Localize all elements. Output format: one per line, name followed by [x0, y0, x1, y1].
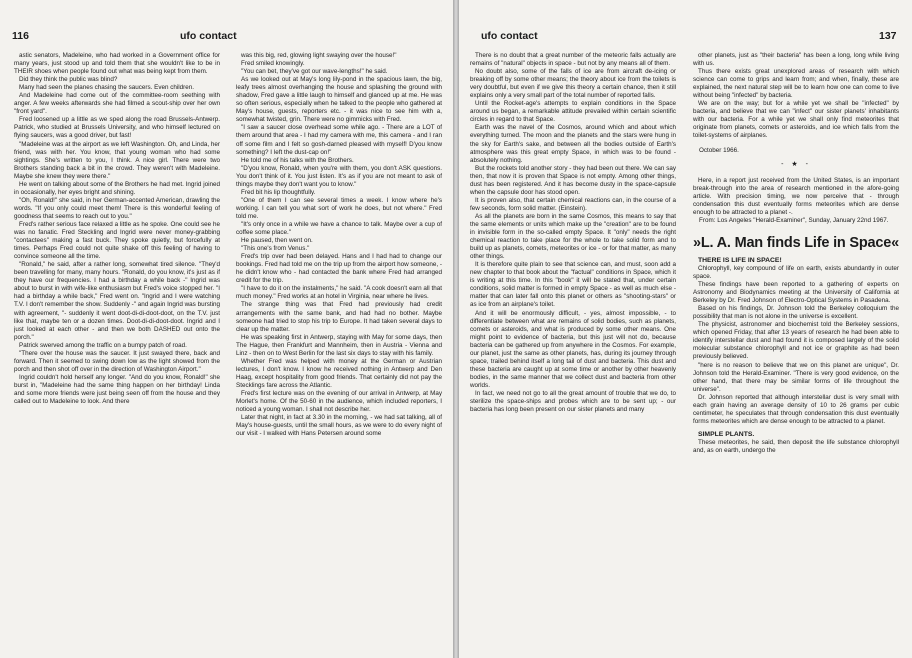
paragraph: Until the Rocket-age's attempts to explain conditions in the Space around us began, a remarkable attitude prevailed within certain scientific circles in regard to that Space. — [470, 100, 676, 124]
paragraph: Fred's first lecture was on the evening of our arrival in Antwerp, at May Morlet's home. Of the 50-60 in the audience, which included reporters, I noticed a young woman. I shall not describe her. — [236, 389, 442, 414]
paragraph: He paused, then went on. — [241, 237, 313, 245]
paragraph: Fred smiled knowingly. — [241, 60, 305, 68]
paragraph: As all the planets are born in the same Cosmos, this means to say that the same elements or units which make up the "creation" are to be found in invisible form in the so-called empty Space. It "only" needs the right chemical reaction to take place for the whole to take solid form and to build up as planets, comets, meteorites or ice - or for that matter, as many other things. — [470, 212, 676, 261]
paragraph: It is proven also, that certain chemical reactions can, in the course of a few seconds, form solid matter. (Einstein). — [470, 196, 676, 212]
article-headline: »L. A. Man finds Life in Space« — [693, 234, 899, 251]
right-page — [459, 0, 912, 658]
right-column-1 — [470, 52, 676, 648]
paragraph: Fred's trip over had been delayed. Hans and I had had to change our bookings. Fred had told me on the trip up from the airport how someone, - he didn't know who - had contacted the bank where Fred had arranged credit for the trip. — [236, 253, 442, 285]
paragraph: Did they think the public was blind? — [19, 76, 118, 84]
right-column-2 — [693, 52, 899, 648]
paragraph: "I have to do it on the instalments," he said. "A cook doesn't earn all that much money." Fred works at an hotel in Virginia, near where he lives. — [236, 285, 442, 301]
paragraph: Earth was the navel of the Cosmos, around which and about which everything turned. The moon and the planets and the stars were hung in the sky for Earth's sake, and between all the bodies outside of Earth's atmosphere was this great empty Space, in which was to be found - absolutely nothing. — [470, 124, 676, 164]
paragraph: Chlorophyll, key compound of life on earth, exists abundantly in outer space. — [693, 264, 899, 280]
subhead-simple-plants: SIMPLE PLANTS. — [698, 430, 755, 438]
paragraph: There is no doubt that a great number of the meteoric falls actually are remains of "natural" objects in space - but not by any means all of them. — [470, 52, 676, 68]
left-page — [0, 0, 453, 658]
subhead-life-in-space: THERE IS LIFE IN SPACE! — [698, 256, 782, 264]
paragraph: Whether Fred was helped with money at the German or Austrian lectures, I don't know. I know he received nothing in Antwerp and Den Haag, except hospitality from good friends. That certainly did not pay the Stecklings fare across the Atlantic. — [236, 357, 442, 389]
paragraph: Ingrid couldn't hold herself any longer. "And do you know, Ronald!" she burst in, "Madeleine had the same thing happen on her birthday! Linda and some more friends were just being seen off from the house and they called out to Madeleine to look. And there — [14, 373, 220, 406]
left-running-head: ufo contact — [180, 30, 237, 42]
article-date: October 1966. — [699, 146, 739, 154]
paragraph: Later that night, in fact at 3.30 in the morning, - we had sat talking, all of May's house-guests, until the small hours, as we were to do every night of our visit - I walked with Hans Petersen around some — [236, 414, 442, 438]
paragraph: But the rockets told another story - they had been out there. We can say then, that now it is proven that Space is not empty. Among other things, dust has been registered. And it has become dusty in the space-capsule when the capsule door has stood open. — [470, 164, 676, 196]
paragraph: The strange thing was that Fred had previously had credit arrangements with the same bank, and had had no bother. Maybe someone had tried to stop his trip to Europe. It had taken several days to clear up the matter. — [236, 301, 442, 333]
paragraph: Here, in a report just received from the United States, is an important break-through into the area of research mentioned in the afore-going article. With precision timing, we now perceive that - through condensation this dust eventually forms meteorites which are dense enough to be attracted to a planet -. — [693, 176, 899, 216]
right-page-number: 137 — [879, 30, 897, 42]
paragraph: Thus there exists great unexplored areas of research with which science can come to grips and learn from; and when, finally, these are explained, the next natural step will be to learn how one can come to live without being "infected" by bacteria. — [693, 68, 899, 100]
paragraph: "There over the house was the saucer. It just swayed there, back and forward. Then it seemed to swing down low as the light showed from the porch and then shot off over in the direction of Washington Airport." — [14, 349, 220, 373]
paragraph: "here is no reason to believe that we on this planet are unique", Dr. Johnson told the Herald-Examiner. "There is very good evidence, on the other hand, that there may be similar forms of life throughout the universe". — [693, 361, 899, 393]
paragraph: He went on talking about some of the Brothers he had met. Ingrid joined in occasionally, her eyes bright and shining. — [14, 180, 220, 196]
paragraph: astic senators, Madeleine, who had worked in a Government office for many years, just stood up and told them that she wouldn't like to be in THEIR shoes when people found out what was being kept from them. — [14, 52, 220, 76]
paragraph: "D'you know, Ronald, when you're with them, you don't ASK questions. You don't think of it. You just listen. It's as if you are not meant to ask of things maybe they don't want you to know." — [236, 164, 442, 188]
paragraph: Many had seen the planes chasing the saucers. Even children. — [19, 84, 195, 92]
left-column-2 — [236, 52, 442, 648]
paragraph: In fact, we need not go to all the great amount of trouble that we do, to sterilize the space-ships and probes which are to be sent up; - our bacteria has long been present on our sister planets and many — [470, 389, 676, 414]
paragraph: Fred bit his lip thoughtfully. — [241, 188, 316, 196]
left-page-number: 116 — [12, 30, 29, 42]
paragraph: "One of them I can see several times a week. I know where he's working. I can tell you what sort of work he does, but not where." Fred told me. — [236, 196, 442, 220]
paragraph: other planets, just as "their bacteria" has been a long, long while living with us. — [693, 52, 899, 68]
paragraph: And it will be enormously difficult, - yes, almost impossible, - to differentiate between what are remains of solid bodies, such as planets, comets or asteroids, and what is produced by some other means. One might point to evidence of bacteria, but this just will not do, because bacteria can be gathered up from anywhere in the Cosmos. For example, our planet, just the same as other planets, has, during its journey through space, trailed behind itself a long tail of dust and bacteria. This dust and these bacteria are caught up at some time or another by other heavenly bodies, in the same manner that we collect dust and bacteria from other worlds. — [470, 309, 676, 389]
paragraph: "It's only once in a while we have a chance to talk. Maybe over a cup of coffee some place." — [236, 220, 442, 237]
paragraph: Based on his findings, Dr. Johnson told the Berkeley colloquium the possibility that man is not alone in the universe is excellent. — [693, 305, 899, 321]
left-column-1 — [14, 52, 220, 648]
section-divider-star: - ★ - — [781, 160, 811, 168]
paragraph: These meteorites, he said, then deposit the life substance chlorophyll and, as on earth, undergo the — [693, 438, 899, 454]
paragraph: No doubt also, some of the falls of ice are from aircraft de-icing or breaking off by some other means; the theory about ice from the toilets is very doubtful, but even if we give this theory a certain chance, then it still explains only a very small part of the total number of reported falls. — [470, 68, 676, 100]
paragraph: Fred's rather serious face relaxed a little as he spoke. One could see he was no fanatic. Fred Steckling and Ingrid were never money-grabbing "contactees" making a fast buck. They spoke quietly, but forcefully at times. Perhaps Fred could not quite shake off this feeling of having to convince someone all the time. — [14, 220, 220, 261]
paragraph: "Madeleine was at the airport as we left Washington. Oh, and Linda, her friend, was with her. You know, that young woman who had some sightings. She's written to you, I think. A nice girl. There were two Brothers standing back a bit in the crowd. They weren't with Madeleine. Maybe she knew they were there." — [14, 140, 220, 180]
paragraph: Patrick swerved among the traffic on a bumpy patch of road. — [19, 341, 187, 349]
paragraph: He told me of his talks with the Brothers. — [241, 156, 354, 164]
source-citation: From: Los Angeles "Herald-Examiner", Sunday, January 22nd 1967. — [699, 216, 889, 224]
paragraph: was this big, red, glowing light swaying over the house!" — [241, 52, 397, 59]
paragraph: It is therefore quite plain to see that science can, and must, soon add a new chapter to that book about the "factual" conditions in Space, which it is writing at this time. In this "book" it will be stated that, under certain conditions, solid matter is formed in empty Space - as well as much else - matter that can later fall onto this planet or others as "shooting-stars" or as ice from an airplane's toilet. — [470, 261, 676, 309]
paragraph: We are on the way; but for a while yet we shall be "infected" by bacteria, and believe that we can "infect" our sister planets' inhabitants with our bacteria. For a while yet we shall only find meteorites that originate from planets, comets or asteroids, and ice which falls from the toilet-systems of airplanes. — [693, 100, 899, 140]
paragraph: "Ronald," he said, after a rather long, somewhat tired silence. "They'd been travelling for many, many hours. "Ronald, do you know, it's just as if they have our frequencies. I had a birthday a while back -" Ingrid was about to burst in with wife-like enthusiasm but Fred's voice stopped her. "I had a birthday a while back," Fred went on. "Ingrid and I were watching T.V. I don't remember the show. Suddenly -" and again Ingrid was bursting with agreement, "- suddenly it went doot-di-di-doot-doot, on the T.V. just like that, maybe ten or a dozen times. Doot-di-di-doot-doot. Ingrid and I just looked at each other - and then we both DASHED out onto the porch." — [14, 261, 220, 341]
right-running-head: ufo contact — [481, 30, 538, 42]
paragraph: These findings have been reported to a gathering of experts on Astronomy and Biodynamics meeting at the University of California at Berkeley by Dr. Fred Johnson of Electro-Optical Systems in Pasadena. — [693, 281, 899, 305]
paragraph: And Madeleine had come out of the committee-room seething with anger. A few weeks afterwards she had filmed a scout-ship over her own "front yard". — [14, 92, 220, 116]
paragraph: Fred loosened up a little as we sped along the road Brussels-Antwerp. Patrick, who studied at Brussels University, and who himself lectured on flying saucers, was a good driver, but fast! — [14, 116, 220, 140]
paragraph: The physicist, astronomer and biochemist told the Berkeley sessions, which opened Friday, that after 13 years of research he had been able to identify interstellar dust and had found it is composed largely of the solid molecular substance chlorophyll and not ice or graphite as had been previously believed. — [693, 321, 899, 361]
paragraph: As we looked out at May's long lily-pond in the spacious lawn, the big, leafy trees almost overhanging the house and splashing the ground with shadow, Fred gave a little laugh to himself and glanced up at me. He was so often serious, especially when he talked to the people who gathered at May's house, guests, reporters etc. - it was nice to see him with a, somewhat twisted, grin. There were no gimmicks with Fred. — [236, 76, 442, 124]
paragraph: "You can bet, they've got our wave-lengths!" he said. — [241, 68, 388, 76]
paragraph: Dr. Johnson reported that although interstellar dust is very small with each grain having an average density of 10 to 26 grams per cubic centimeter, he speculates that through condensation this dust eventually forms meteorites which are dense enough to be attracted to a planet. — [693, 393, 899, 425]
paragraph: "Oh, Ronald!" she said, in her German-accented American, drawling the words. "If you only could meet them! There is this wonderful feeling of goodness that seems to reach out to you." — [14, 196, 220, 220]
paragraph: "This one's from Venus." — [241, 245, 310, 253]
paragraph: "I saw a saucer close overhead some while ago. - There are a LOT of them around that area - I had my camera with me, this camera - and I ran off some film and I felt so gosh-darned pleased with myself! D'you know something? I left the dust-cap on!" — [236, 124, 442, 156]
paragraph: He was speaking first in Antwerp, staying with May for some days, then The Hague, then Frankfurt and Mannheim, then in Austria - Vienna and Linz - then on to West Berlin for the last six days to stay with his family. — [236, 333, 442, 357]
